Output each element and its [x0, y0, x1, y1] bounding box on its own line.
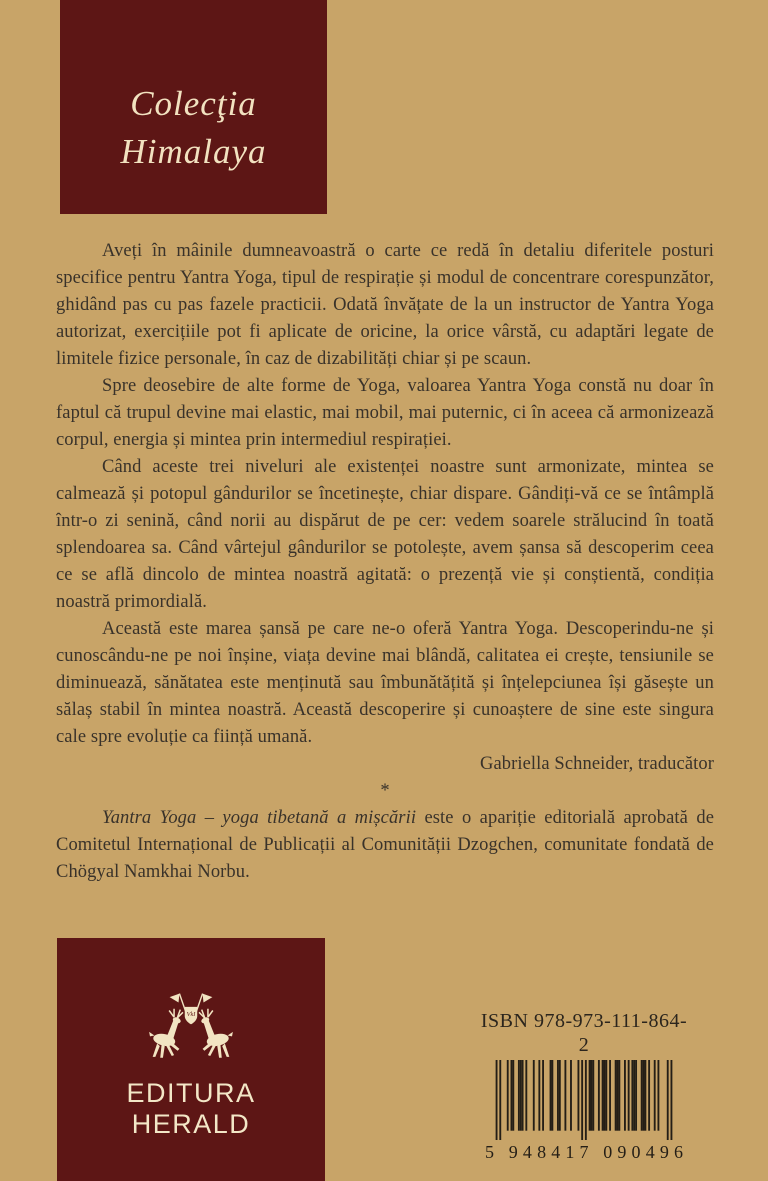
final-note-rest: este o apariție editorială aprobată de Comitetul Internațional de Publicații al Comunității Dzogchen, comunitate fondată de Chögyal Namkhai Norbu. — [56, 808, 714, 882]
paragraph-3: Când aceste trei niveluri ale existenței noastre sunt armonizate, mintea se calmează și potopul gândurilor se încetinește, chiar dispare. Gândiți-vă ce se întâmplă într-o zi senină, când norii au dispărut de pe cer: vedem soarele strălucind în toată splendoarea sa. Când vârtejul gândurilor se potolește, avem șansa să descoperim ceea ce se află dincolo de mintea noastră agitată: o prezență vie și conștientă, condiția noastră primordială. — [56, 457, 714, 612]
paragraph-2: Spre deosebire de alte forme de Yoga, valoarea Yantra Yoga constă nu doar în faptul că trupul devine mai elastic, mai mobil, mai puternic, ci în aceea că armonizează corpul, energia și mintea prin intermediul respirației. — [56, 376, 714, 450]
publisher-name-line2: HERALD — [131, 1109, 251, 1139]
collection-banner — [60, 0, 327, 214]
publisher-deer-emblem-icon — [139, 990, 243, 1072]
section-separator: * — [380, 781, 390, 801]
isbn-block — [478, 1009, 690, 1163]
final-note — [56, 805, 714, 886]
paragraph-1: Aveți în mâinile dumneavoastră o carte ce redă în detaliu diferitele posturi specifice pentru Yantra Yoga, tipul de respirație și modul de concentrare corespunzător, ghidând pas cu pas fazele practicii. Odată învățate de la un instructor de Yantra Yoga autorizat, exercițiile pot fi aplicate de oricine, la orice vârstă, cu adaptări legate de limitele fizice personale, în caz de dizabilități chiar și pe scaun. — [56, 241, 714, 369]
ean13-barcode — [489, 1060, 679, 1140]
translator-credit: Gabriella Schneider, traducător — [479, 754, 714, 774]
book-title-italic: Yantra Yoga – yoga tibetană a mișcării — [102, 808, 417, 828]
paragraph-4: Această este marea șansă pe care ne-o oferă Yantra Yoga. Descoperindu-ne și cunoscându-ne pe noi înșine, viața devine mai blândă, calitatea ei crește, tensiunile se diminuează, sănătatea este menținută sau îmbunătățită și înțelepciunea își găsește un sălaș stabil în mintea noastră. Această descoperire și cunoaștere de sine este singura cale spre evoluție ca ființă umană. — [56, 619, 714, 747]
isbn-label: ISBN 978-973-111-864-2 — [480, 1010, 688, 1056]
back-cover-text — [56, 238, 714, 886]
collection-name-line1: Colecţia — [130, 84, 257, 123]
svg-text:VkI: VkI — [186, 1010, 196, 1018]
barcode-digits: 5 9 4 8 4 1 7 0 9 0 4 9 6 — [485, 1142, 683, 1162]
publisher-panel — [57, 938, 325, 1181]
collection-name-line2: Himalaya — [120, 132, 267, 171]
publisher-name-line1: EDITURA — [126, 1078, 256, 1108]
